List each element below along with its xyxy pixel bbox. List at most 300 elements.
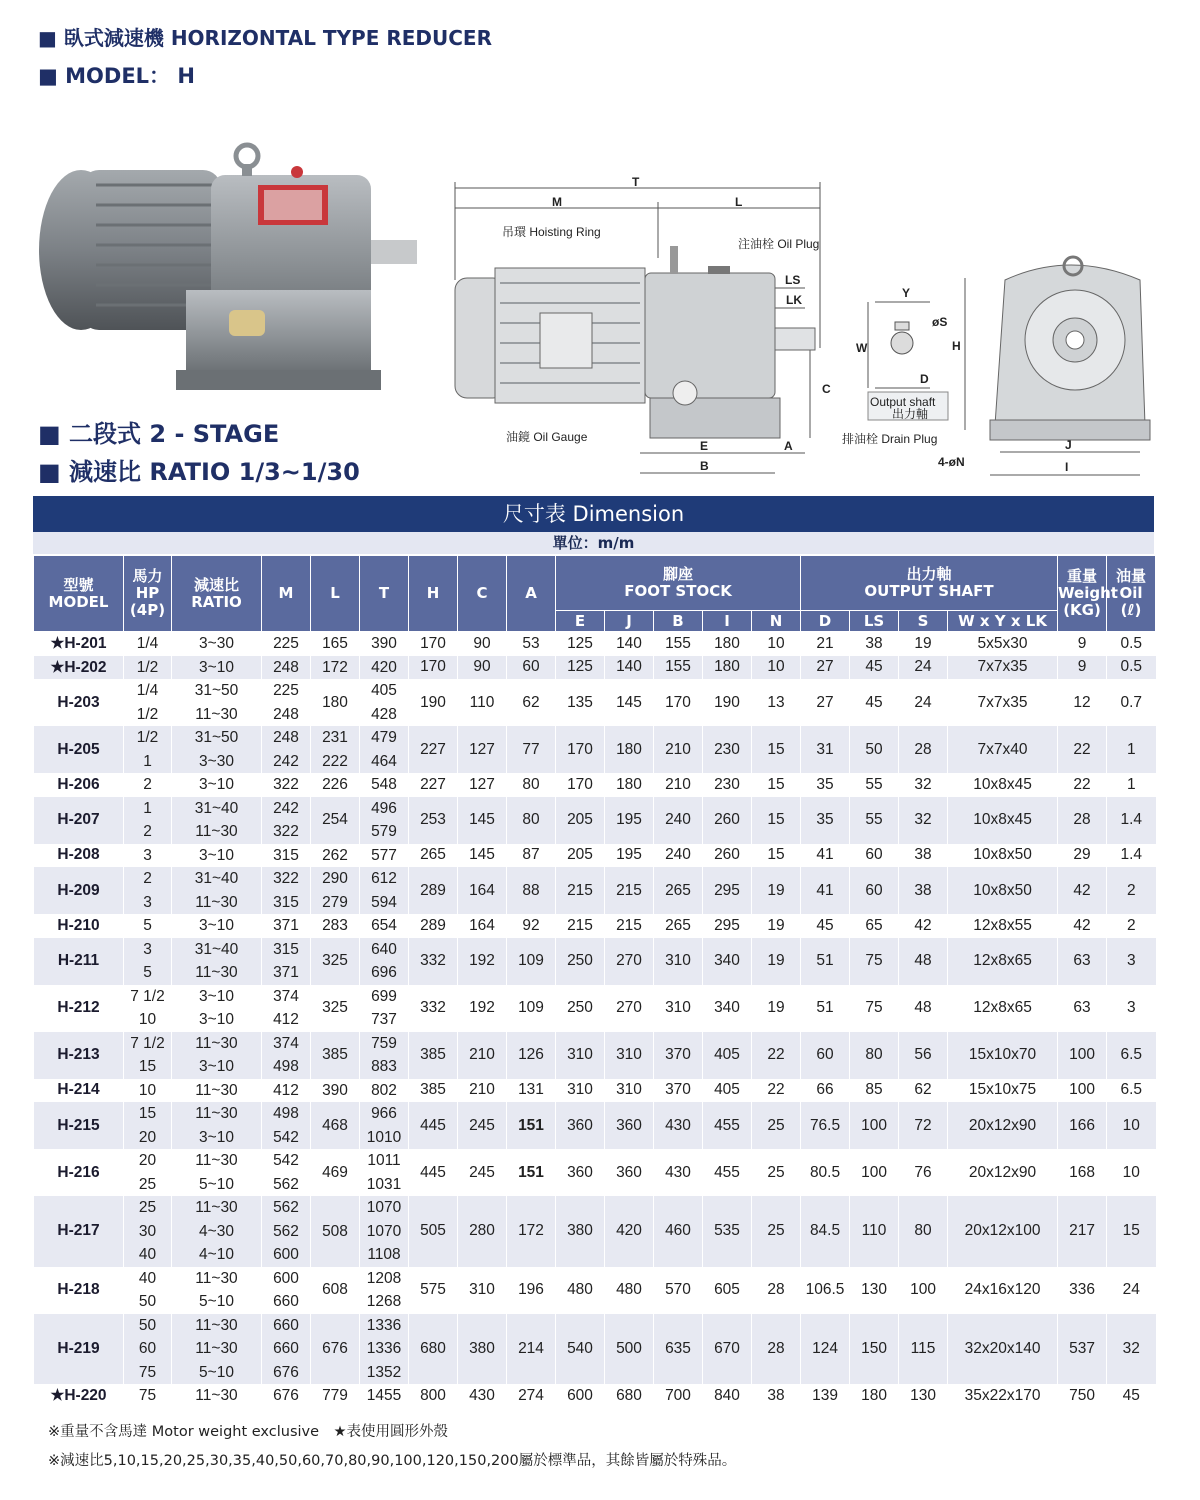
LS-cell: 100 bbox=[850, 1102, 899, 1149]
M-value: 374 bbox=[273, 1034, 299, 1052]
E-cell: 360 bbox=[556, 1102, 605, 1149]
table-row bbox=[34, 914, 1156, 938]
M-cell bbox=[262, 726, 311, 773]
ratio-cell bbox=[172, 914, 262, 938]
C-cell: 210 bbox=[458, 1032, 507, 1079]
A-cell: 53 bbox=[507, 632, 556, 656]
D-cell: 27 bbox=[801, 656, 850, 680]
model-heading: ■ MODEL： H bbox=[38, 64, 195, 88]
svg-text:出力軸: 出力軸 bbox=[892, 407, 929, 421]
hp-cell bbox=[124, 1196, 172, 1267]
col-WYLK: W x Y x LK bbox=[948, 611, 1058, 632]
note-motor-weight: ※重量不含馬達 Motor weight exclusive ★表使用圓形外殼 bbox=[48, 1424, 449, 1440]
hp-value: 75 bbox=[138, 1387, 157, 1404]
M-value: 371 bbox=[273, 917, 299, 934]
wt-cell: 29 bbox=[1058, 844, 1107, 868]
M-value: 322 bbox=[273, 870, 299, 887]
I-cell: 455 bbox=[703, 1149, 752, 1196]
table-row bbox=[34, 1079, 1156, 1103]
B-cell: 460 bbox=[654, 1196, 703, 1267]
LS-cell: 50 bbox=[850, 726, 899, 773]
L-cell bbox=[311, 797, 360, 844]
L-value: 262 bbox=[322, 846, 348, 864]
hp-value: 7 1/2 bbox=[130, 987, 165, 1005]
model-cell: H-218 bbox=[34, 1267, 124, 1314]
T-value: 464 bbox=[371, 752, 397, 770]
WYLK-cell: 7x7x35 bbox=[948, 679, 1058, 726]
L-cell bbox=[311, 726, 360, 773]
H-cell: 170 bbox=[409, 656, 458, 680]
M-cell bbox=[262, 773, 311, 797]
L-value: 231 bbox=[322, 729, 348, 746]
oil-cell: 32 bbox=[1107, 1314, 1156, 1385]
hp-value: 15 bbox=[138, 1058, 157, 1075]
T-cell bbox=[360, 867, 409, 914]
hp-cell bbox=[124, 797, 172, 844]
oil-cell: 2 bbox=[1107, 867, 1156, 914]
M-value: 412 bbox=[273, 1011, 299, 1028]
hp-value: 7 1/2 bbox=[130, 1034, 165, 1052]
ratio-value: 3~10 bbox=[199, 917, 234, 934]
LS-cell: 150 bbox=[850, 1314, 899, 1385]
T-value: 1336 bbox=[366, 1340, 402, 1357]
model-cell: H-210 bbox=[34, 914, 124, 938]
ratio-cell bbox=[172, 1032, 262, 1079]
J-cell: 500 bbox=[605, 1314, 654, 1385]
M-cell bbox=[262, 1267, 311, 1314]
svg-text:W: W bbox=[856, 341, 868, 355]
svg-text:4-øN: 4-øN bbox=[938, 455, 965, 469]
N-cell: 38 bbox=[752, 1384, 801, 1408]
C-cell: 145 bbox=[458, 844, 507, 868]
J-cell: 420 bbox=[605, 1196, 654, 1267]
oil-cell: 6.5 bbox=[1107, 1032, 1156, 1079]
model-cell: H-217 bbox=[34, 1196, 124, 1267]
M-cell bbox=[262, 679, 311, 726]
ratio-cell bbox=[172, 985, 262, 1032]
hp-value: 20 bbox=[138, 1152, 157, 1169]
L-value: 468 bbox=[322, 1116, 348, 1134]
D-cell: 27 bbox=[801, 679, 850, 726]
H-cell: 445 bbox=[409, 1149, 458, 1196]
wt-cell: 63 bbox=[1058, 938, 1107, 985]
ratio-value: 11~30 bbox=[195, 1034, 238, 1052]
J-cell: 145 bbox=[605, 679, 654, 726]
hp-value: 10 bbox=[138, 1011, 157, 1028]
table-row bbox=[34, 985, 1156, 1032]
E-cell: 205 bbox=[556, 797, 605, 844]
C-cell: 280 bbox=[458, 1196, 507, 1267]
S-cell: 24 bbox=[899, 656, 948, 680]
E-cell: 125 bbox=[556, 656, 605, 680]
I-cell: 295 bbox=[703, 914, 752, 938]
wt-cell: 28 bbox=[1058, 797, 1107, 844]
J-cell: 180 bbox=[605, 726, 654, 773]
WYLK-cell: 7x7x40 bbox=[948, 726, 1058, 773]
T-value: 802 bbox=[371, 1081, 397, 1099]
T-cell bbox=[360, 1149, 409, 1196]
N-cell: 10 bbox=[752, 632, 801, 656]
hp-cell bbox=[124, 773, 172, 797]
col-output-shaft: 出力軸 OUTPUT SHAFT bbox=[801, 556, 1058, 611]
L-value: 283 bbox=[322, 917, 348, 934]
T-value: 612 bbox=[371, 870, 397, 887]
N-cell: 19 bbox=[752, 985, 801, 1032]
C-cell: 110 bbox=[458, 679, 507, 726]
L-cell bbox=[311, 844, 360, 868]
ratio-cell bbox=[172, 1267, 262, 1314]
M-cell bbox=[262, 1314, 311, 1385]
hp-value: 5 bbox=[143, 917, 152, 934]
model-cell: ★H-220 bbox=[34, 1384, 124, 1408]
end-view-drawing bbox=[840, 240, 1170, 490]
col-M: M bbox=[262, 556, 311, 632]
col-L: L bbox=[311, 556, 360, 632]
LS-cell: 75 bbox=[850, 938, 899, 985]
wt-cell: 217 bbox=[1058, 1196, 1107, 1267]
col-D: D bbox=[801, 611, 850, 632]
oil-cell: 1 bbox=[1107, 726, 1156, 773]
model-cell: H-216 bbox=[34, 1149, 124, 1196]
table-row bbox=[34, 632, 1156, 656]
N-cell: 19 bbox=[752, 938, 801, 985]
LS-cell: 180 bbox=[850, 1384, 899, 1408]
I-cell: 405 bbox=[703, 1032, 752, 1079]
col-T: T bbox=[360, 556, 409, 632]
model-cell: H-203 bbox=[34, 679, 124, 726]
S-cell: 56 bbox=[899, 1032, 948, 1079]
ratio-value: 31~40 bbox=[194, 870, 239, 887]
I-cell: 230 bbox=[703, 726, 752, 773]
D-cell: 66 bbox=[801, 1079, 850, 1103]
H-cell: 265 bbox=[409, 844, 458, 868]
ratio-value: 3~10 bbox=[199, 846, 234, 864]
ratio-value: 11~30 bbox=[195, 893, 238, 911]
M-value: 676 bbox=[273, 1387, 299, 1404]
ratio-cell bbox=[172, 1384, 262, 1408]
T-value: 479 bbox=[371, 729, 397, 746]
T-value: 1455 bbox=[366, 1387, 402, 1404]
ratio-cell bbox=[172, 656, 262, 680]
hp-cell bbox=[124, 867, 172, 914]
L-cell bbox=[311, 679, 360, 726]
svg-text:J: J bbox=[1065, 438, 1072, 452]
M-value: 248 bbox=[273, 729, 299, 746]
ratio-value: 3~10 bbox=[199, 658, 234, 676]
unit-label: 單位：m/m bbox=[33, 532, 1154, 554]
M-value: 248 bbox=[273, 658, 299, 676]
M-value: 542 bbox=[273, 1128, 299, 1146]
M-value: 315 bbox=[273, 893, 299, 911]
hp-cell bbox=[124, 1032, 172, 1079]
I-cell: 840 bbox=[703, 1384, 752, 1408]
I-cell: 180 bbox=[703, 632, 752, 656]
N-cell: 15 bbox=[752, 726, 801, 773]
wt-cell: 63 bbox=[1058, 985, 1107, 1032]
wt-cell: 336 bbox=[1058, 1267, 1107, 1314]
WYLK-cell: 32x20x140 bbox=[948, 1314, 1058, 1385]
L-value: 222 bbox=[322, 752, 348, 770]
T-cell bbox=[360, 726, 409, 773]
ratio-cell bbox=[172, 1079, 262, 1103]
M-value: 412 bbox=[273, 1081, 299, 1099]
ratio-value: 11~30 bbox=[195, 1316, 238, 1334]
C-cell: 127 bbox=[458, 726, 507, 773]
T-value: 1010 bbox=[366, 1128, 402, 1146]
L-value: 325 bbox=[322, 999, 348, 1017]
LS-cell: 60 bbox=[850, 867, 899, 914]
model-cell: H-213 bbox=[34, 1032, 124, 1079]
S-cell: 19 bbox=[899, 632, 948, 656]
L-value: 469 bbox=[322, 1163, 348, 1181]
A-cell: 151 bbox=[507, 1149, 556, 1196]
hp-value: 5 bbox=[143, 964, 152, 981]
table-row bbox=[34, 1196, 1156, 1267]
H-cell: 289 bbox=[409, 867, 458, 914]
hp-value: 1 bbox=[143, 799, 152, 817]
E-cell: 170 bbox=[556, 726, 605, 773]
B-cell: 310 bbox=[654, 985, 703, 1032]
model-cell: H-215 bbox=[34, 1102, 124, 1149]
I-cell: 260 bbox=[703, 797, 752, 844]
M-cell bbox=[262, 938, 311, 985]
ratio-value: 3~10 bbox=[199, 1058, 234, 1075]
wt-cell: 166 bbox=[1058, 1102, 1107, 1149]
LS-cell: 45 bbox=[850, 656, 899, 680]
ratio-value: 3~30 bbox=[199, 635, 234, 652]
S-cell: 72 bbox=[899, 1102, 948, 1149]
ratio-value: 11~30 bbox=[195, 1340, 238, 1357]
E-cell: 170 bbox=[556, 773, 605, 797]
hp-value: 3 bbox=[143, 940, 152, 958]
WYLK-cell: 15x10x70 bbox=[948, 1032, 1058, 1079]
oil-cell: 0.7 bbox=[1107, 679, 1156, 726]
M-cell bbox=[262, 1032, 311, 1079]
D-cell: 41 bbox=[801, 844, 850, 868]
T-value: 966 bbox=[371, 1105, 397, 1122]
model-cell: H-211 bbox=[34, 938, 124, 985]
T-value: 579 bbox=[371, 823, 397, 840]
ratio-value: 3~10 bbox=[199, 987, 234, 1005]
S-cell: 42 bbox=[899, 914, 948, 938]
E-cell: 250 bbox=[556, 938, 605, 985]
L-value: 165 bbox=[322, 635, 348, 652]
svg-text:D: D bbox=[920, 372, 929, 386]
J-cell: 310 bbox=[605, 1079, 654, 1103]
ratio-value: 11~30 bbox=[195, 964, 238, 981]
hp-cell bbox=[124, 914, 172, 938]
T-value: 428 bbox=[371, 705, 397, 723]
C-cell: 90 bbox=[458, 656, 507, 680]
L-cell bbox=[311, 1032, 360, 1079]
J-cell: 195 bbox=[605, 797, 654, 844]
ratio-value: 11~30 bbox=[195, 1387, 238, 1404]
ratio-value: 5~10 bbox=[199, 1293, 234, 1310]
LS-cell: 110 bbox=[850, 1196, 899, 1267]
A-cell: 92 bbox=[507, 914, 556, 938]
H-cell: 575 bbox=[409, 1267, 458, 1314]
L-cell bbox=[311, 1149, 360, 1196]
B-cell: 370 bbox=[654, 1032, 703, 1079]
col-oil: 油量 Oil (ℓ) bbox=[1107, 556, 1156, 632]
wt-cell: 12 bbox=[1058, 679, 1107, 726]
ratio-value: 31~50 bbox=[194, 682, 239, 699]
LS-cell: 55 bbox=[850, 797, 899, 844]
T-value: 1208 bbox=[366, 1269, 402, 1287]
L-value: 676 bbox=[322, 1340, 348, 1357]
hp-value: 1/2 bbox=[136, 729, 159, 746]
T-cell bbox=[360, 938, 409, 985]
B-cell: 155 bbox=[654, 632, 703, 656]
WYLK-cell: 10x8x50 bbox=[948, 867, 1058, 914]
A-cell: 172 bbox=[507, 1196, 556, 1267]
D-cell: 60 bbox=[801, 1032, 850, 1079]
page-title: ■ 臥式減速機 HORIZONTAL TYPE REDUCER bbox=[38, 26, 492, 50]
T-value: 696 bbox=[371, 964, 397, 981]
model-cell: ★H-202 bbox=[34, 656, 124, 680]
hp-cell bbox=[124, 1314, 172, 1385]
ratio-value: 11~30 bbox=[195, 1081, 238, 1099]
B-cell: 430 bbox=[654, 1149, 703, 1196]
I-cell: 190 bbox=[703, 679, 752, 726]
wt-cell: 22 bbox=[1058, 726, 1107, 773]
C-cell: 380 bbox=[458, 1314, 507, 1385]
hp-value: 3 bbox=[143, 893, 152, 911]
C-cell: 127 bbox=[458, 773, 507, 797]
S-cell: 100 bbox=[899, 1267, 948, 1314]
WYLK-cell: 20x12x90 bbox=[948, 1102, 1058, 1149]
M-value: 225 bbox=[273, 682, 299, 699]
C-cell: 164 bbox=[458, 867, 507, 914]
N-cell: 22 bbox=[752, 1079, 801, 1103]
C-cell: 245 bbox=[458, 1102, 507, 1149]
ratio-cell bbox=[172, 1149, 262, 1196]
T-cell bbox=[360, 1032, 409, 1079]
S-cell: 130 bbox=[899, 1384, 948, 1408]
D-cell: 31 bbox=[801, 726, 850, 773]
oil-cell: 45 bbox=[1107, 1384, 1156, 1408]
I-cell: 260 bbox=[703, 844, 752, 868]
svg-text:A: A bbox=[784, 439, 793, 453]
oil-cell: 2 bbox=[1107, 914, 1156, 938]
L-value: 180 bbox=[322, 693, 348, 711]
ratio-value: 11~30 bbox=[195, 1269, 238, 1287]
ratio-cell bbox=[172, 1314, 262, 1385]
M-value: 315 bbox=[273, 846, 299, 864]
A-cell: 131 bbox=[507, 1079, 556, 1103]
WYLK-cell: 5x5x30 bbox=[948, 632, 1058, 656]
D-cell: 45 bbox=[801, 914, 850, 938]
T-cell bbox=[360, 679, 409, 726]
L-value: 508 bbox=[322, 1222, 348, 1240]
H-cell: 190 bbox=[409, 679, 458, 726]
H-cell: 332 bbox=[409, 938, 458, 985]
model-cell: ★H-201 bbox=[34, 632, 124, 656]
oil-cell: 10 bbox=[1107, 1102, 1156, 1149]
ratio-value: 4~30 bbox=[199, 1222, 234, 1240]
T-value: 390 bbox=[371, 635, 397, 652]
col-LS: LS bbox=[850, 611, 899, 632]
N-cell: 25 bbox=[752, 1149, 801, 1196]
hp-value: 1 bbox=[143, 752, 152, 770]
WYLK-cell: 12x8x55 bbox=[948, 914, 1058, 938]
LS-cell: 85 bbox=[850, 1079, 899, 1103]
LS-cell: 65 bbox=[850, 914, 899, 938]
svg-text:M: M bbox=[552, 195, 562, 209]
L-value: 325 bbox=[322, 952, 348, 970]
E-cell: 480 bbox=[556, 1267, 605, 1314]
T-value: 1070 bbox=[366, 1199, 402, 1216]
B-cell: 370 bbox=[654, 1079, 703, 1103]
T-cell bbox=[360, 985, 409, 1032]
A-cell: 109 bbox=[507, 985, 556, 1032]
ratio-value: 11~30 bbox=[195, 1105, 238, 1122]
M-value: 660 bbox=[273, 1340, 299, 1357]
H-cell: 385 bbox=[409, 1032, 458, 1079]
T-cell bbox=[360, 914, 409, 938]
oil-cell: 1.4 bbox=[1107, 797, 1156, 844]
table-row bbox=[34, 1314, 1156, 1385]
wt-cell: 100 bbox=[1058, 1032, 1107, 1079]
H-cell: 289 bbox=[409, 914, 458, 938]
svg-text:吊環 Hoisting Ring: 吊環 Hoisting Ring bbox=[502, 225, 601, 239]
L-cell bbox=[311, 867, 360, 914]
WYLK-cell: 20x12x90 bbox=[948, 1149, 1058, 1196]
svg-text:排油栓 Drain Plug: 排油栓 Drain Plug bbox=[842, 432, 938, 446]
WYLK-cell: 20x12x100 bbox=[948, 1196, 1058, 1267]
model-cell: H-206 bbox=[34, 773, 124, 797]
ratio-value: 11~30 bbox=[195, 705, 238, 723]
table-row bbox=[34, 867, 1156, 914]
E-cell: 250 bbox=[556, 985, 605, 1032]
WYLK-cell: 24x16x120 bbox=[948, 1267, 1058, 1314]
C-cell: 310 bbox=[458, 1267, 507, 1314]
L-cell bbox=[311, 1384, 360, 1408]
ratio-value: 31~40 bbox=[194, 940, 239, 958]
hp-cell bbox=[124, 726, 172, 773]
M-value: 315 bbox=[273, 940, 299, 958]
N-cell: 22 bbox=[752, 1032, 801, 1079]
M-value: 225 bbox=[273, 635, 299, 652]
H-cell: 332 bbox=[409, 985, 458, 1032]
N-cell: 28 bbox=[752, 1267, 801, 1314]
S-cell: 80 bbox=[899, 1196, 948, 1267]
M-value: 562 bbox=[273, 1222, 299, 1240]
L-cell bbox=[311, 1079, 360, 1103]
E-cell: 380 bbox=[556, 1196, 605, 1267]
svg-text:注油栓 Oil Plug: 注油栓 Oil Plug bbox=[738, 237, 820, 251]
L-value: 779 bbox=[322, 1387, 348, 1404]
oil-cell: 0.5 bbox=[1107, 632, 1156, 656]
ratio-value: 31~40 bbox=[194, 799, 239, 817]
hp-cell bbox=[124, 632, 172, 656]
table-row bbox=[34, 797, 1156, 844]
M-cell bbox=[262, 1384, 311, 1408]
col-model: 型號 MODEL bbox=[34, 556, 124, 632]
WYLK-cell: 35x22x170 bbox=[948, 1384, 1058, 1408]
H-cell: 227 bbox=[409, 726, 458, 773]
T-value: 405 bbox=[371, 682, 397, 699]
wt-cell: 9 bbox=[1058, 632, 1107, 656]
M-value: 322 bbox=[273, 776, 299, 793]
table-row bbox=[34, 679, 1156, 726]
D-cell: 124 bbox=[801, 1314, 850, 1385]
table-row bbox=[34, 1032, 1156, 1079]
D-cell: 84.5 bbox=[801, 1196, 850, 1267]
wt-cell: 42 bbox=[1058, 867, 1107, 914]
hp-value: 25 bbox=[138, 1175, 157, 1193]
C-cell: 145 bbox=[458, 797, 507, 844]
